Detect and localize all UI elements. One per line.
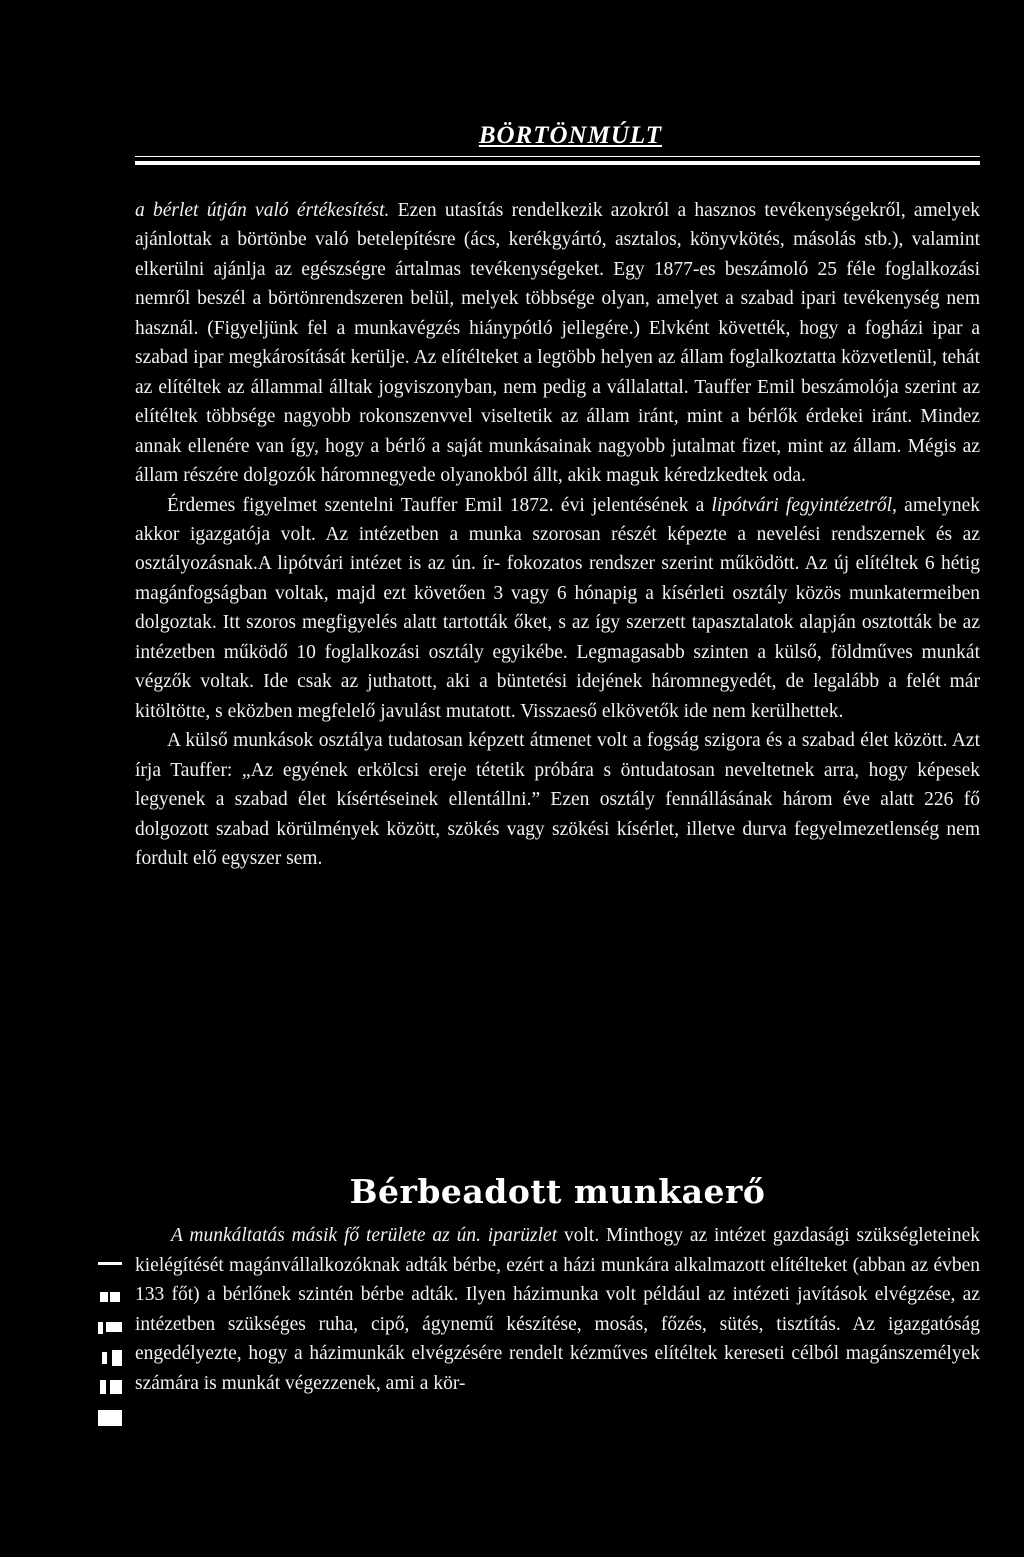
- paragraph-1: [135, 196, 980, 491]
- paragraph-3-text: A külső munkások osztálya tudatosan képzett átmenet volt a fogság szigora és a szabad élet között. Azt írja Tauffer: „Az egyének erkölcsi ereje tétetik próbára s öntudatosan neveltetnek arra, hogy képesek legyenek a szabad élet kísértéseinek ellentállni.” Ezen osztály fennállásának három éve alatt 226 fő dolgozott szabad körülmények között, szökés vagy szökési kísérlet, illetve durva fegyelmezetlenség nem fordult elő egyszer sem.: [135, 730, 980, 869]
- paragraph-1-text: Ezen utasítás rendelkezik azokról a hasznos tevékenységekről, amelyek ajánlottak a börtönbe való betelepítésre (ács, kerékgyártó, asztalos, könyvkötés, másolás stb.), valamint elkerülni ajánlja az egészségre ártalmas tevékenységeket. Egy 1877-es beszámoló 25 féle foglalkozási nemről beszél a börtönrendszeren belül, melyek többsége olyan, amelyet a szabad ipari tevékenység nem használ. (Figyeljünk fel a munkavégzés hiánypótló jellegére.) Elvként követték, hogy a fogházi ipar a szabad ipar megkárosítását kerülje. Az elítélteket a legtöbb helyen az állam foglalkoztatta közvetlenül, tehát az elítéltek az állammal álltak jogviszonyban, nem pedig a vállalattal. Tauffer Emil beszámolója szerint az elítéltek többsége nagyobb rokonszenvvel viseltetik az állam iránt, mint a bérlők érdekei iránt. Mindez annak ellenére van így, hogy a bérlő a saját munkásainak nagyobb jutalmat fizet, mint az állam. Mégis az állam részére dolgozók háromnegyede olyanokból állt, akik maguk kéredzkedtek oda.: [135, 200, 980, 487]
- paragraph-3: [135, 726, 980, 873]
- paragraph-2-text-b: amelynek akkor igazgatója volt. Az intézetben a munka szorosan részét képezte a nevelési rendszernek és az osztályozásnak.A lipótvári intézet is az ún. ír- fokozatos rendszer szerint működött. Az új elítéltek 6 hétig magánfogságban voltak, majd ezt követően 3 vagy 6 hónapig a kísérleti osztály közös munkatermeiben dolgoztak. Itt szoros megfigyelés alatt tartották őket, s az így szerzett tapasztalatok alapján osztották be az intézetben működő 10 foglalkozási osztály egyikébe. Legmagasabb szinten a külső, földműves munkát végzők voltak. Ide csak az juthatott, aki a büntetési idejének háromnegyedét, de legalább a felét már kitöltötte, s eközben megfelelő javulást mutatott. Visszaeső elkövetők ide nem kerülhettek.: [135, 494, 980, 722]
- paragraph-2: [135, 491, 980, 727]
- section-heading: Bérbeadott munkaerő: [349, 1172, 766, 1211]
- section-paragraph: [135, 1221, 980, 1399]
- header-rule-thin: [135, 156, 980, 157]
- body-text: [135, 196, 980, 873]
- margin-decoration-icon: [98, 1262, 124, 1452]
- section-italic: A munkáltatás másik fő területe az ún. iparüzlet: [171, 1225, 558, 1246]
- section-paragraph-text: volt. Minthogy az intézet gazdasági szükségleteinek kielégítését magánvállalkozóknak adták bérbe, ezért a házi munkára alkalmazott elítélteket (abban az évben 133 főt) a bérlőnek szintén bérbe adták. Ilyen házimunka volt például az intézeti javítások elvégzése, az intézetben szükséges ruha, cipő, ágynemű készítése, mosás, főzés, sütés, tisztítás. Az igazgatóság engedélyezte, hogy a házimunkák elvégzésére rendelt kézműves elítéltek kereseti célból magánszemélyek számára is munkát végezzenek, ami a kör-: [135, 1225, 981, 1394]
- paragraph-2-text-a: Érdemes figyelmet szentelni Tauffer Emil 1872. évi jelentésének a: [167, 494, 712, 516]
- paragraph-2-italic: lipótvári fegyintézetről,: [711, 494, 897, 516]
- section-text: [135, 1221, 980, 1399]
- paragraph-1-italic: a bérlet útján való értékesítést.: [135, 200, 390, 221]
- page-header: [135, 118, 980, 166]
- header-rule-thick: [135, 161, 980, 165]
- running-title: BÖRTÖNMÚLT: [478, 122, 662, 149]
